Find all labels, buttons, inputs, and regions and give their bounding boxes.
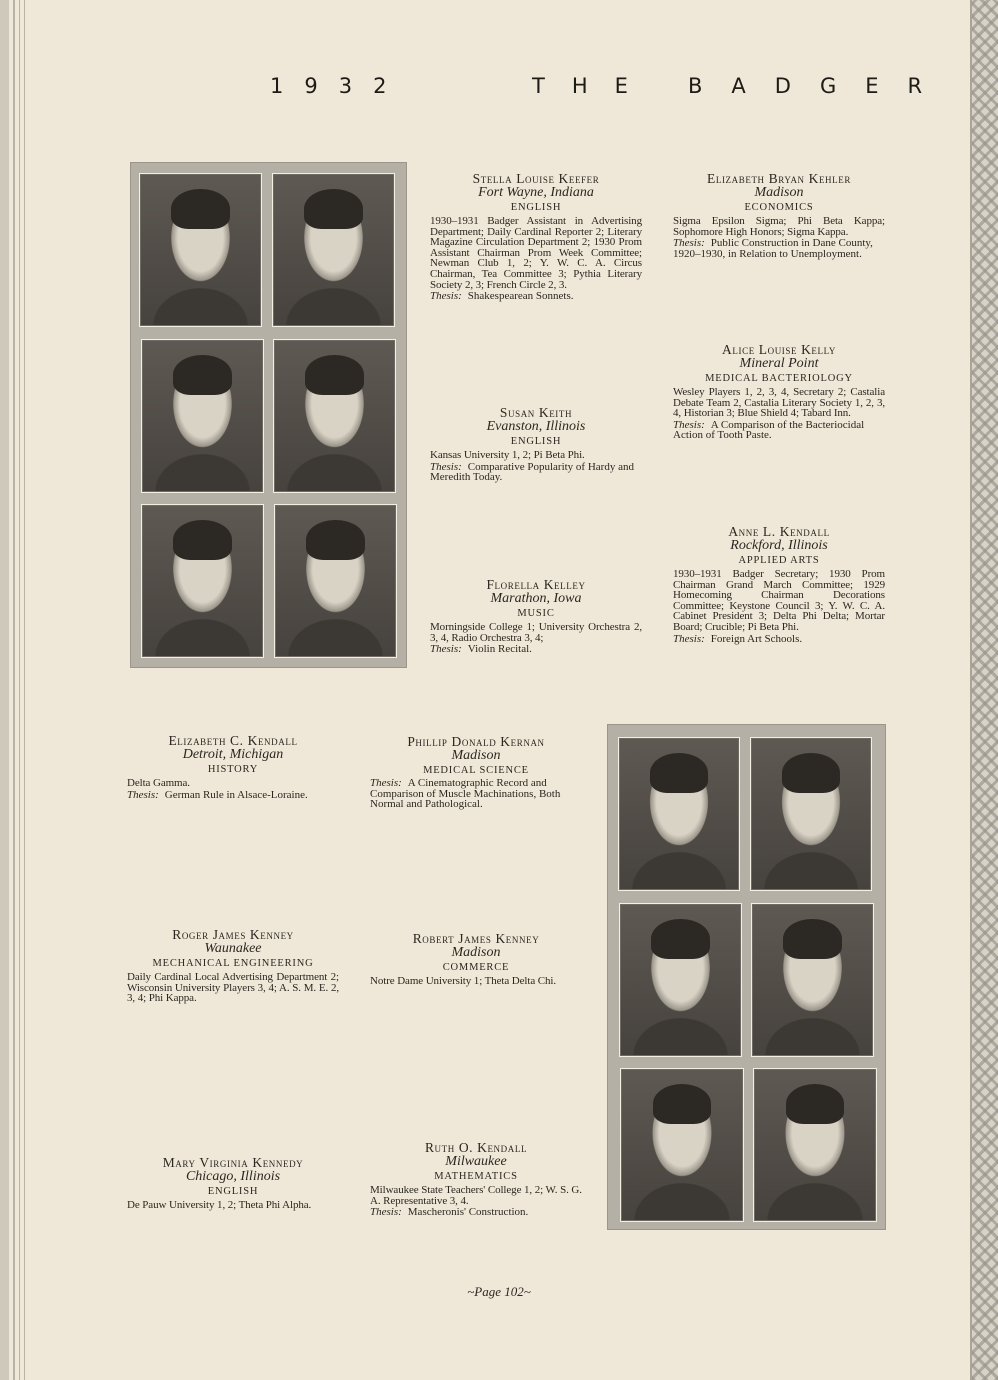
- left-border-rule: [24, 0, 25, 1380]
- student-hometown: Rockford, Illinois: [730, 538, 828, 553]
- portrait-photo: [619, 903, 742, 1057]
- thesis-label: Thesis:: [430, 460, 462, 473]
- student-activities: Daily Cardinal Local Advertising Department 2; Wisconsin University Players 3, 4; A. S. M. E. 2, 3, 4; Phi Kappa.: [127, 971, 339, 1005]
- student-activities: Kansas University 1, 2; Pi Beta Phi.: [430, 449, 585, 461]
- student-hometown: Mineral Point: [739, 356, 819, 371]
- left-border-rule: [19, 0, 20, 1380]
- student-department: ENGLISH: [510, 436, 562, 447]
- thesis-title: Violin Recital.: [467, 643, 532, 656]
- student-name: Stella Louise Keefer: [472, 171, 600, 186]
- student-thesis: [430, 462, 642, 483]
- left-border-rule: [13, 0, 15, 1380]
- entry-kelley: [430, 578, 642, 655]
- student-hometown: Madison: [451, 748, 501, 763]
- student-department: MUSIC: [517, 608, 555, 619]
- thesis-label: Thesis:: [370, 777, 402, 789]
- student-name: Elizabeth C. Kendall: [168, 733, 298, 748]
- student-department: ENGLISH: [510, 202, 562, 213]
- portrait-photo: [618, 737, 740, 891]
- thesis-label: Thesis:: [430, 290, 462, 303]
- page-number: ~Page 102~: [467, 1284, 531, 1299]
- student-hometown: Madison: [451, 945, 501, 960]
- student-name: Anne L. Kendall: [728, 524, 830, 539]
- portrait-photo: [139, 173, 262, 327]
- right-decorative-border: [970, 0, 998, 1380]
- entry-kernan: [370, 735, 582, 810]
- thesis-title: Mascheronis' Construction.: [407, 1206, 529, 1219]
- thesis-title: Shakespearean Sonnets.: [467, 290, 574, 303]
- thesis-label: Thesis:: [673, 632, 705, 645]
- student-thesis: [370, 778, 582, 810]
- student-hometown: Marathon, Iowa: [490, 591, 582, 606]
- student-hometown: Milwaukee: [445, 1154, 507, 1169]
- student-activities: 1930–1931 Badger Assistant in Advertising Department; Daily Cardinal Reporter 2; Literary Magazine Circulation Department 2; 1930 Prom Assistant Chairman Prom Week Committee; Newman Club 1, 2; Y. W. C. A. Circus Chairman, Tea Committee 3; Pythia Literary Society 2, 3; French Circle 2, 3.: [430, 215, 642, 291]
- student-hometown: Fort Wayne, Indiana: [478, 185, 594, 200]
- thesis-title: Foreign Art Schools.: [710, 632, 803, 645]
- header-year: 1932: [270, 74, 408, 98]
- entry-kehler: [673, 172, 885, 259]
- student-activities: De Pauw University 1, 2; Theta Phi Alpha.: [127, 1199, 312, 1211]
- student-activities: Milwaukee State Teachers' College 1, 2; W. S. G. A. Representative 3, 4.: [370, 1184, 582, 1207]
- portrait-photo: [751, 903, 874, 1057]
- portrait-photo: [620, 1068, 744, 1222]
- portrait-photo: [141, 504, 264, 658]
- student-thesis: [430, 291, 642, 302]
- portrait-photo: [273, 339, 396, 493]
- entry-robert-kenney: [370, 932, 582, 987]
- student-department: MECHANICAL ENGINEERING: [152, 958, 314, 969]
- entry-kelly: [673, 343, 885, 441]
- student-thesis: [673, 238, 885, 259]
- student-department: MEDICAL SCIENCE: [423, 765, 529, 776]
- student-name: Susan Keith: [499, 405, 573, 420]
- student-name: Mary Virginia Kennedy: [162, 1155, 304, 1170]
- header-title: BADGER: [688, 74, 952, 98]
- thesis-label: Thesis:: [673, 237, 705, 250]
- page-header: [260, 74, 952, 100]
- student-name: Ruth O. Kendall: [424, 1140, 528, 1155]
- thesis-title: A Comparison of the Bacteriocidal Action of Tooth Paste.: [673, 418, 865, 442]
- student-hometown: Chicago, Illinois: [185, 1169, 281, 1184]
- thesis-title: Comparative Popularity of Hardy and Meredith Today.: [430, 460, 634, 484]
- entry-kennedy: [127, 1156, 339, 1211]
- student-thesis: [127, 790, 339, 801]
- student-activities: Wesley Players 1, 2, 3, 4, Secretary 2; Castalia Debate Team 2, Castalia Literary Society 1, 2, 3, 4, Historian 3; Blue Shield 4; Tabard Inn.: [673, 386, 885, 420]
- portrait-photo: [750, 737, 872, 891]
- header-the: THE: [532, 74, 655, 98]
- student-name: Roger James Kenney: [172, 927, 294, 942]
- photo-panel-top: [130, 162, 407, 668]
- student-activities: Sigma Epsilon Sigma; Phi Beta Kappa; Sophomore High Honors; Sigma Kappa.: [673, 215, 885, 238]
- student-name: Elizabeth Bryan Kehler: [707, 171, 851, 186]
- student-department: HISTORY: [207, 764, 259, 775]
- portrait-photo: [141, 339, 264, 493]
- thesis-title: German Rule in Alsace-Loraine.: [164, 788, 308, 801]
- student-thesis: [673, 634, 885, 645]
- entry-elizabeth-kendall: [127, 734, 339, 800]
- student-name: Robert James Kenney: [412, 931, 540, 946]
- entry-roger-kenney: [127, 928, 339, 1004]
- student-hometown: Detroit, Michigan: [182, 747, 284, 762]
- student-activities: Morningside College 1; University Orchestra 2, 3, 4, Radio Orchestra 3, 4;: [430, 621, 642, 644]
- entry-ruth-kendall: [370, 1141, 582, 1218]
- thesis-title: A Cinematographic Record and Comparison of Muscle Machinations, Both Normal and Pathological.: [370, 777, 561, 811]
- photo-panel-bottom: [607, 724, 886, 1230]
- student-name: Florella Kelley: [486, 577, 586, 592]
- thesis-label: Thesis:: [370, 1206, 402, 1219]
- student-department: ENGLISH: [207, 1186, 259, 1197]
- student-department: MATHEMATICS: [434, 1171, 518, 1182]
- student-department: APPLIED ARTS: [738, 555, 820, 566]
- student-thesis: [370, 1207, 582, 1218]
- student-name: Alice Louise Kelly: [722, 342, 836, 357]
- student-activities: Notre Dame University 1; Theta Delta Chi.: [370, 975, 557, 987]
- thesis-title: Public Construction in Dane County, 1920–1930, in Relation to Unemployment.: [673, 237, 873, 260]
- portrait-photo: [274, 504, 397, 658]
- left-border-band: [0, 0, 9, 1380]
- student-name: Phillip Donald Kernan: [407, 734, 545, 749]
- entry-keith: [430, 406, 642, 483]
- thesis-label: Thesis:: [430, 643, 462, 656]
- portrait-photo: [272, 173, 395, 327]
- student-thesis: [673, 420, 885, 441]
- student-hometown: Waunakee: [204, 941, 262, 956]
- student-department: ECONOMICS: [744, 202, 814, 213]
- entry-keefer: [430, 172, 642, 302]
- student-activities: Delta Gamma.: [127, 777, 190, 789]
- thesis-label: Thesis:: [127, 788, 159, 801]
- portrait-photo: [753, 1068, 877, 1222]
- student-department: COMMERCE: [442, 962, 510, 973]
- student-activities: 1930–1931 Badger Secretary; 1930 Prom Chairman Grand March Committee; 1929 Homecoming Chairman Decorations Committee; Keystone Council 3; Y. W. C. A. Cabinet President 3; Delta Phi Delta; Mortar Board; Crucible; Pi Beta Phi.: [673, 568, 885, 633]
- student-hometown: Evanston, Illinois: [486, 419, 586, 434]
- student-hometown: Madison: [754, 185, 804, 200]
- student-thesis: [430, 644, 642, 655]
- thesis-label: Thesis:: [673, 418, 705, 431]
- student-department: MEDICAL BACTERIOLOGY: [705, 373, 853, 384]
- entry-anne-kendall: [673, 525, 885, 644]
